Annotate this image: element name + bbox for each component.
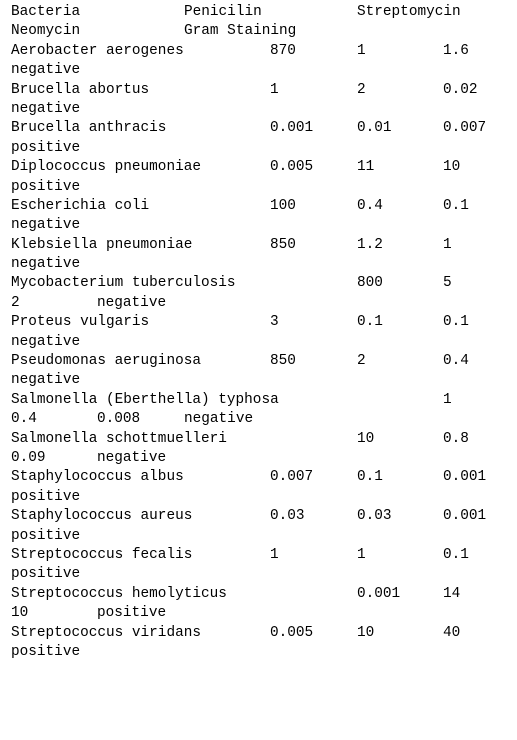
bacterium-name: Salmonella schottmuelleri bbox=[11, 430, 227, 447]
streptomycin-value: 0.4 bbox=[357, 197, 383, 214]
streptomycin-value: 800 bbox=[357, 275, 383, 292]
neomycin-value: 5 bbox=[443, 275, 452, 292]
streptomycin-value: 10 bbox=[357, 624, 375, 641]
penicilin-value: 1 bbox=[270, 546, 279, 563]
penicilin-value: 0.005 bbox=[270, 159, 314, 176]
table-row bbox=[11, 546, 511, 565]
streptomycin-value: 0.01 bbox=[357, 120, 392, 137]
streptomycin-value: 1 bbox=[357, 546, 366, 563]
neomycin-value: 14 bbox=[443, 585, 461, 602]
bacterium-name: Salmonella (Eberthella) typhosa bbox=[11, 391, 279, 408]
gram-staining-value: negative bbox=[11, 333, 81, 350]
table-row-continuation bbox=[11, 643, 511, 662]
streptomycin-value: 2 bbox=[357, 353, 366, 370]
table-row-continuation bbox=[11, 488, 511, 507]
bacterium-name: Aerobacter aerogenes bbox=[11, 42, 184, 59]
penicilin-value: 850 bbox=[270, 236, 296, 253]
neomycin-value: 40 bbox=[443, 624, 461, 641]
table-row-continuation bbox=[11, 604, 511, 623]
bacterium-name: Brucella anthracis bbox=[11, 120, 167, 137]
bacterium-name: Streptococcus viridans bbox=[11, 624, 201, 641]
gram-staining-value: negative bbox=[11, 100, 81, 117]
neomycin-value: 1.6 bbox=[443, 42, 469, 59]
gram-staining-value: negative bbox=[11, 256, 81, 273]
table-row-continuation bbox=[11, 410, 511, 429]
neomycin-value: 0.1 bbox=[443, 546, 469, 563]
table-row-continuation bbox=[11, 333, 511, 352]
penicilin-value: 100 bbox=[270, 197, 296, 214]
penicilin-value: 3 bbox=[270, 314, 279, 331]
bacterium-name: Staphylococcus aureus bbox=[11, 508, 193, 525]
gram-staining-value: positive bbox=[97, 605, 167, 622]
wrapped-value: 2 bbox=[11, 294, 20, 311]
table-row bbox=[11, 81, 511, 100]
bacterium-name: Pseudomonas aeruginosa bbox=[11, 353, 201, 370]
bacterium-name: Streptococcus fecalis bbox=[11, 546, 193, 563]
table-row-continuation bbox=[11, 449, 511, 468]
streptomycin-value: 0.03 bbox=[357, 508, 392, 525]
table-row bbox=[11, 585, 511, 604]
wrapped-value: 1 bbox=[443, 391, 452, 408]
table-row bbox=[11, 313, 511, 332]
bacterium-name: Streptococcus hemolyticus bbox=[11, 585, 227, 602]
table-row bbox=[11, 274, 511, 293]
gram-staining-value: negative bbox=[11, 62, 81, 79]
gram-staining-value: positive bbox=[11, 566, 81, 583]
table-row-continuation bbox=[11, 565, 511, 584]
gram-staining-value: negative bbox=[184, 411, 254, 428]
wrapped-value: 0.09 bbox=[11, 449, 46, 466]
table-row bbox=[11, 197, 511, 216]
gram-staining-value: negative bbox=[97, 449, 167, 466]
header-line-1 bbox=[11, 3, 511, 22]
penicilin-value: 870 bbox=[270, 42, 296, 59]
table-row bbox=[11, 391, 511, 410]
table-row bbox=[11, 468, 511, 487]
table-row-continuation bbox=[11, 255, 511, 274]
table-row-continuation bbox=[11, 216, 511, 235]
header-penicilin: Penicilin bbox=[184, 4, 262, 20]
neomycin-value: 0.001 bbox=[443, 508, 487, 525]
table-row bbox=[11, 158, 511, 177]
neomycin-value: 0.007 bbox=[443, 120, 487, 137]
penicilin-value: 850 bbox=[270, 353, 296, 370]
neomycin-value: 0.02 bbox=[443, 81, 478, 98]
bacterium-name: Escherichia coli bbox=[11, 197, 150, 214]
bacterium-name: Staphylococcus albus bbox=[11, 469, 184, 486]
bacterium-name: Mycobacterium tuberculosis bbox=[11, 275, 236, 292]
table-row bbox=[11, 507, 511, 526]
penicilin-value: 0.007 bbox=[270, 469, 314, 486]
streptomycin-value: 0.001 bbox=[357, 585, 401, 602]
table-row bbox=[11, 352, 511, 371]
gram-staining-value: positive bbox=[11, 643, 81, 660]
header-streptomycin: Streptomycin bbox=[357, 4, 461, 20]
penicilin-value: 1 bbox=[270, 81, 279, 98]
table-row-continuation bbox=[11, 178, 511, 197]
header-neomycin: Neomycin bbox=[11, 23, 81, 40]
header-line-2 bbox=[11, 22, 511, 41]
bacterium-name: Klebsiella pneumoniae bbox=[11, 236, 193, 253]
table-row bbox=[11, 42, 511, 61]
table-row-continuation bbox=[11, 139, 511, 158]
streptomycin-value: 2 bbox=[357, 81, 366, 98]
table-row-continuation bbox=[11, 294, 511, 313]
streptomycin-value: 0.1 bbox=[357, 314, 383, 331]
wrapped-value: 0.4 bbox=[11, 411, 37, 428]
penicilin-value: 0.03 bbox=[270, 508, 305, 525]
streptomycin-value: 1 bbox=[357, 42, 366, 59]
neomycin-value: 0.1 bbox=[443, 314, 469, 331]
neomycin-value: 1 bbox=[443, 236, 452, 253]
gram-staining-value: positive bbox=[11, 488, 81, 505]
wrapped-value: 10 bbox=[11, 605, 29, 622]
penicilin-value: 0.001 bbox=[270, 120, 314, 137]
gram-staining-value: positive bbox=[11, 178, 81, 195]
table-row bbox=[11, 430, 511, 449]
neomycin-value: 0.1 bbox=[443, 197, 469, 214]
streptomycin-value: 0.1 bbox=[357, 469, 383, 486]
gram-staining-value: positive bbox=[11, 527, 81, 544]
bacterium-name: Proteus vulgaris bbox=[11, 314, 150, 331]
table-row bbox=[11, 624, 511, 643]
table-row-continuation bbox=[11, 527, 511, 546]
table-row-continuation bbox=[11, 61, 511, 80]
neomycin-value: 0.001 bbox=[443, 469, 487, 486]
neomycin-value: 10 bbox=[443, 159, 461, 176]
bacterium-name: Diplococcus pneumoniae bbox=[11, 159, 201, 176]
header-bacteria: Bacteria bbox=[11, 4, 81, 20]
neomycin-value: 0.8 bbox=[443, 430, 469, 447]
penicilin-value: 0.005 bbox=[270, 624, 314, 641]
wrapped-value: 0.008 bbox=[97, 411, 141, 428]
table-row bbox=[11, 236, 511, 255]
gram-staining-value: positive bbox=[11, 139, 81, 156]
table-row-continuation bbox=[11, 100, 511, 119]
table-row bbox=[11, 119, 511, 138]
bacterium-name: Brucella abortus bbox=[11, 81, 150, 98]
gram-staining-value: negative bbox=[11, 372, 81, 389]
streptomycin-value: 10 bbox=[357, 430, 375, 447]
streptomycin-value: 11 bbox=[357, 159, 375, 176]
streptomycin-value: 1.2 bbox=[357, 236, 383, 253]
bacteria-antibiotic-table bbox=[11, 3, 511, 662]
header-gram-staining: Gram Staining bbox=[184, 23, 297, 40]
neomycin-value: 0.4 bbox=[443, 353, 469, 370]
gram-staining-value: negative bbox=[11, 217, 81, 234]
gram-staining-value: negative bbox=[97, 294, 167, 311]
table-row-continuation bbox=[11, 371, 511, 390]
